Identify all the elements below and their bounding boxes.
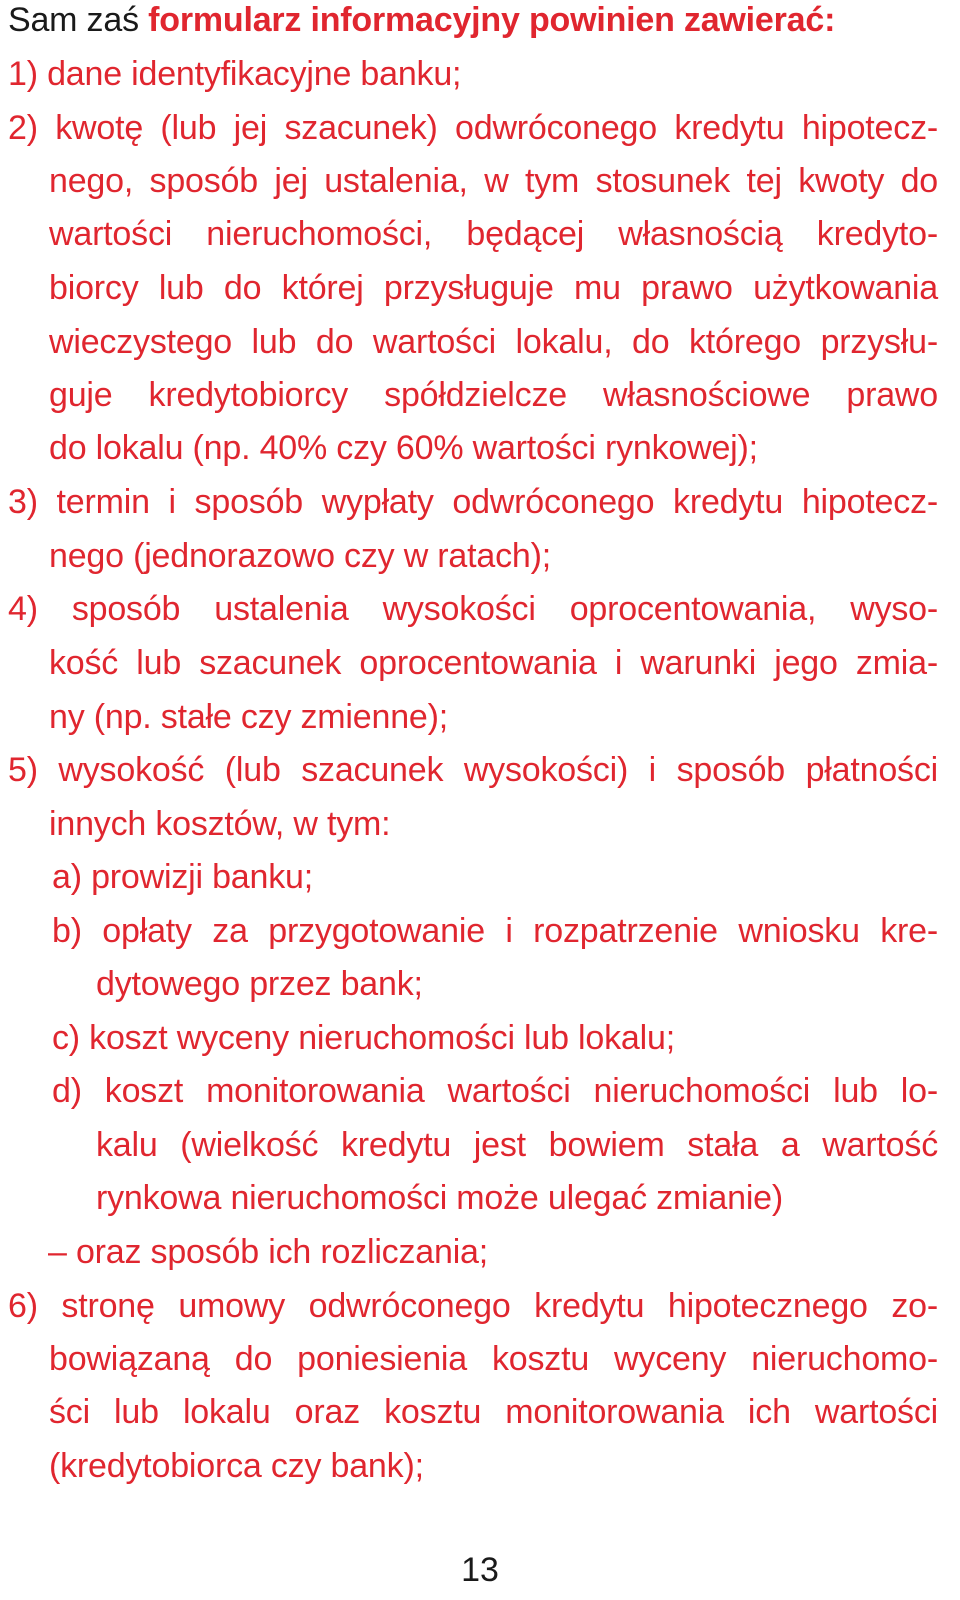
item-4-line-2: kość lub szacunek oprocentowania i warunki jego zmia- (49, 644, 938, 682)
item-4-line-1: 4) sposób ustalenia wysokości oprocentowania, wyso- (8, 590, 938, 628)
intro-highlight: formularz informacyjny powinien zawierać: (148, 1, 836, 39)
item-2-line-1: 2) kwotę (lub jej szacunek) odwróconego kredytu hipotecz- (8, 109, 938, 147)
item-6-line-2: bowiązaną do poniesienia kosztu wyceny nieruchomo- (49, 1340, 938, 1378)
item-6-line-4: (kredytobiorca czy bank); (49, 1447, 424, 1485)
item-5-line-2: innych kosztów, w tym: (49, 805, 391, 843)
item-2-line-3: wartości nieruchomości, będącej własnością kredyto- (49, 215, 938, 253)
item-6-line-3: ści lub lokalu oraz kosztu monitorowania ich wartości (49, 1393, 938, 1431)
item-5-tail: – oraz sposób ich rozliczania; (48, 1233, 489, 1271)
item-5-sub-a: a) prowizji banku; (52, 858, 313, 896)
intro-prefix: Sam zaś (8, 1, 149, 39)
item-1-line-1: 1) dane identyfikacyjne banku; (8, 55, 462, 93)
page-number: 13 (461, 1551, 499, 1589)
item-5-sub-d-line-1: d) koszt monitorowania wartości nieruchomości lub lo- (52, 1072, 938, 1110)
item-2-line-7: do lokalu (np. 40% czy 60% wartości rynkowej); (49, 429, 758, 467)
item-5-sub-c: c) koszt wyceny nieruchomości lub lokalu; (52, 1019, 675, 1057)
item-5-sub-d-line-3: rynkowa nieruchomości może ulegać zmianie) (96, 1179, 784, 1217)
item-3-line-2: nego (jednorazowo czy w ratach); (49, 537, 551, 575)
item-5-sub-b-line-1: b) opłaty za przygotowanie i rozpatrzenie wniosku kre- (52, 912, 938, 950)
item-2-line-4: biorcy lub do której przysługuje mu prawo użytkowania (49, 269, 938, 307)
item-3-line-1: 3) termin i sposób wypłaty odwróconego kredytu hipotecz- (8, 483, 938, 521)
intro-heading (8, 0, 835, 40)
item-2-line-6: guje kredytobiorcy spółdzielcze własnościowe prawo (49, 376, 938, 414)
item-5-sub-d-line-2: kalu (wielkość kredytu jest bowiem stała a wartość (96, 1126, 938, 1164)
item-2-line-5: wieczystego lub do wartości lokalu, do którego przysłu- (49, 323, 938, 361)
item-2-line-2: nego, sposób jej ustalenia, w tym stosunek tej kwoty do (49, 162, 938, 200)
item-4-line-3: ny (np. stałe czy zmienne); (49, 698, 448, 736)
item-5-sub-b-line-2: dytowego przez bank; (96, 965, 423, 1003)
item-6-line-1: 6) stronę umowy odwróconego kredytu hipotecznego zo- (8, 1287, 938, 1325)
item-5-line-1: 5) wysokość (lub szacunek wysokości) i sposób płatności (8, 751, 938, 789)
